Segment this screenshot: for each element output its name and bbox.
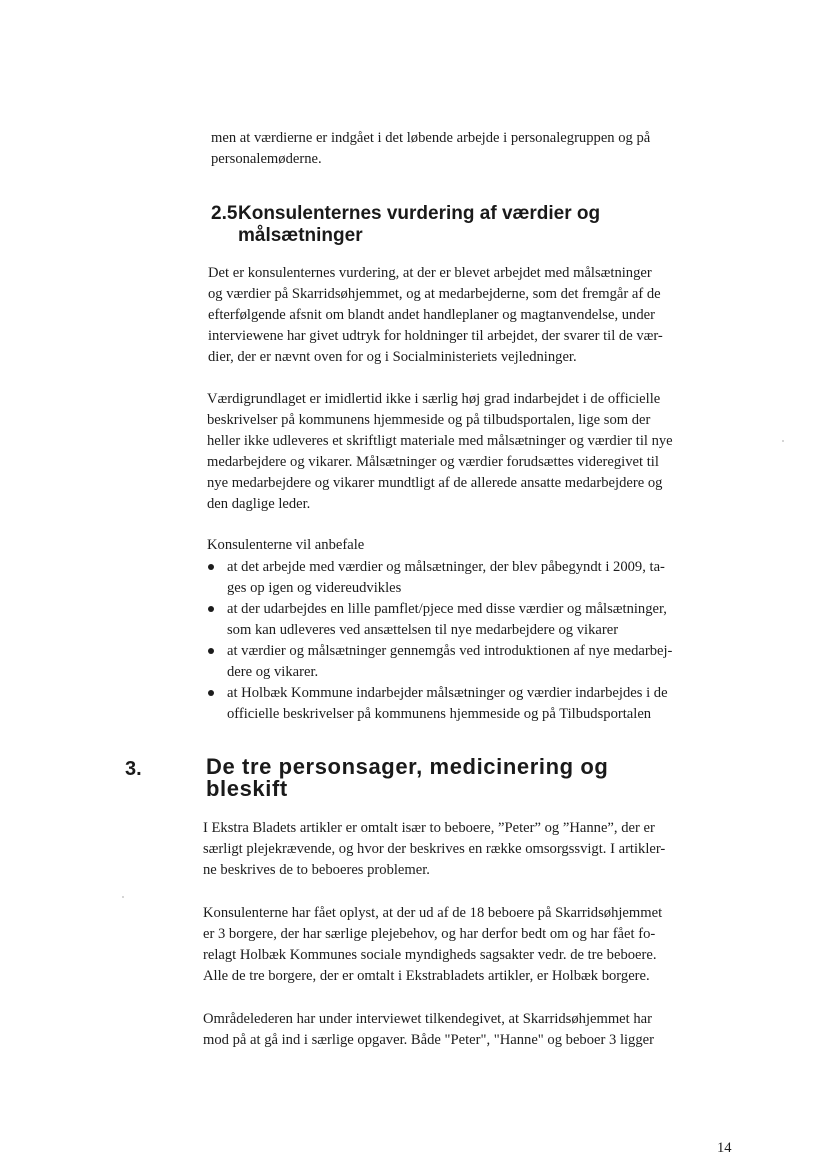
text-line: at det arbejde med værdier og målsætninger, der blev påbegyndt i 2009, ta- — [227, 559, 665, 575]
text-line: særligt plejekrævende, og hvor der beskrives en række omsorgssvigt. I artikler- — [203, 841, 666, 857]
text-line: den daglige leder. — [207, 496, 311, 512]
section-number: 2.5 — [211, 203, 238, 224]
bullet-icon — [208, 690, 214, 696]
text-line: relagt Holbæk Kommunes sociale myndigheds sagsakter vedr. de tre beboere. — [203, 947, 657, 963]
list-item — [206, 683, 672, 725]
heading-line: bleskift — [206, 776, 288, 801]
scan-speck — [122, 896, 124, 898]
text-line: at værdier og målsætninger gennemgås ved introduktionen af nye medarbej- — [227, 643, 673, 659]
text-line: er 3 borgere, der har særlige plejebehov, og har derfor bedt om og har fået fo- — [203, 926, 656, 942]
text-line: Alle de tre borgere, der er omtalt i Ekstrabladets artikler, er Holbæk borgere. — [203, 968, 650, 984]
text-line: beskrivelser på kommunens hjemmeside og på tilbudsportalen, lige som der — [207, 412, 651, 428]
text-line: mod på at gå ind i særlige opgaver. Både "Peter", "Hanne" og beboer 3 ligger — [203, 1032, 654, 1048]
text-line: officielle beskrivelser på kommunens hjemmeside og på Tilbudsportalen — [227, 706, 652, 722]
text-line: Konsulenterne vil anbefale — [207, 537, 365, 553]
text-line: Værdigrundlaget er imidlertid ikke i særlig høj grad indarbejdet i de officielle — [207, 391, 661, 407]
text-line: personalemøderne. — [211, 151, 322, 167]
text-line: og værdier på Skarridsøhjemmet, og at medarbejderne, som det fremgår af de — [208, 286, 661, 302]
text-line: Områdelederen har under interviewet tilkendegivet, at Skarridsøhjemmet har — [203, 1011, 652, 1027]
section-3-number: 3. — [125, 758, 142, 780]
bullet-icon — [208, 564, 214, 570]
section-3-heading — [206, 756, 608, 800]
section-2-5-paragraph-1 — [208, 263, 663, 368]
bullet-icon — [208, 606, 214, 612]
list-item — [206, 557, 672, 599]
text-line: nye medarbejdere og vikarer mundtligt af de allerede ansatte medarbejdere og — [207, 475, 663, 491]
text-line: Det er konsulenternes vurdering, at der er blevet arbejdet med målsætninger — [208, 265, 652, 281]
recommend-intro — [207, 535, 364, 556]
recommendation-list — [206, 557, 672, 725]
text-line: efterfølgende afsnit om blandt andet handleplaner og magtanvendelse, under — [208, 307, 655, 323]
text-line: at der udarbejdes en lille pamflet/pjece med disse værdier og målsætninger, — [227, 601, 667, 617]
list-item — [206, 599, 672, 641]
intro-paragraph — [211, 128, 650, 170]
list-item — [206, 641, 672, 683]
text-line: medarbejdere og vikarer. Målsætninger og værdier forudsættes videregivet til — [207, 454, 659, 470]
heading-line: Konsulenternes vurdering af værdier og — [238, 203, 601, 224]
text-line: I Ekstra Bladets artikler er omtalt især to beboere, ”Peter” og ”Hanne”, der er — [203, 820, 655, 836]
text-line: Konsulenterne har fået oplyst, at der ud af de 18 beboere på Skarridsøhjemmet — [203, 905, 663, 921]
section-2-5-heading — [211, 203, 600, 247]
scan-speck — [782, 440, 784, 442]
text-line: dier, der er nævnt oven for og i Socialministeriets vejledninger. — [208, 349, 577, 365]
text-line: som kan udleveres ved ansættelsen til nye medarbejdere og vikarer — [227, 622, 619, 638]
text-line: ges op igen og videreudvikles — [227, 580, 402, 596]
bullet-icon — [208, 648, 214, 654]
section-2-5-paragraph-2 — [207, 389, 673, 515]
text-line: men at værdierne er indgået i det løbende arbejde i personalegruppen og på — [211, 130, 651, 146]
text-line: at Holbæk Kommune indarbejder målsætninger og værdier indarbejdes i de — [227, 685, 668, 701]
text-line: heller ikke udleveres et skriftligt materiale med målsætninger og værdier til nye — [207, 433, 673, 449]
text-line: ne beskrives de to beboeres problemer. — [203, 862, 430, 878]
page-number: 14 — [717, 1140, 732, 1156]
section-3-paragraph-2 — [203, 903, 662, 987]
section-3-paragraph-3 — [203, 1009, 654, 1051]
heading-line: De tre personsager, medicinering og — [206, 754, 609, 779]
heading-line: målsætninger — [238, 225, 363, 246]
section-3-paragraph-1 — [203, 818, 665, 881]
text-line: dere og vikarer. — [227, 664, 319, 680]
text-line: interviewene har givet udtryk for holdninger til arbejdet, der svarer til de vær- — [208, 328, 663, 344]
